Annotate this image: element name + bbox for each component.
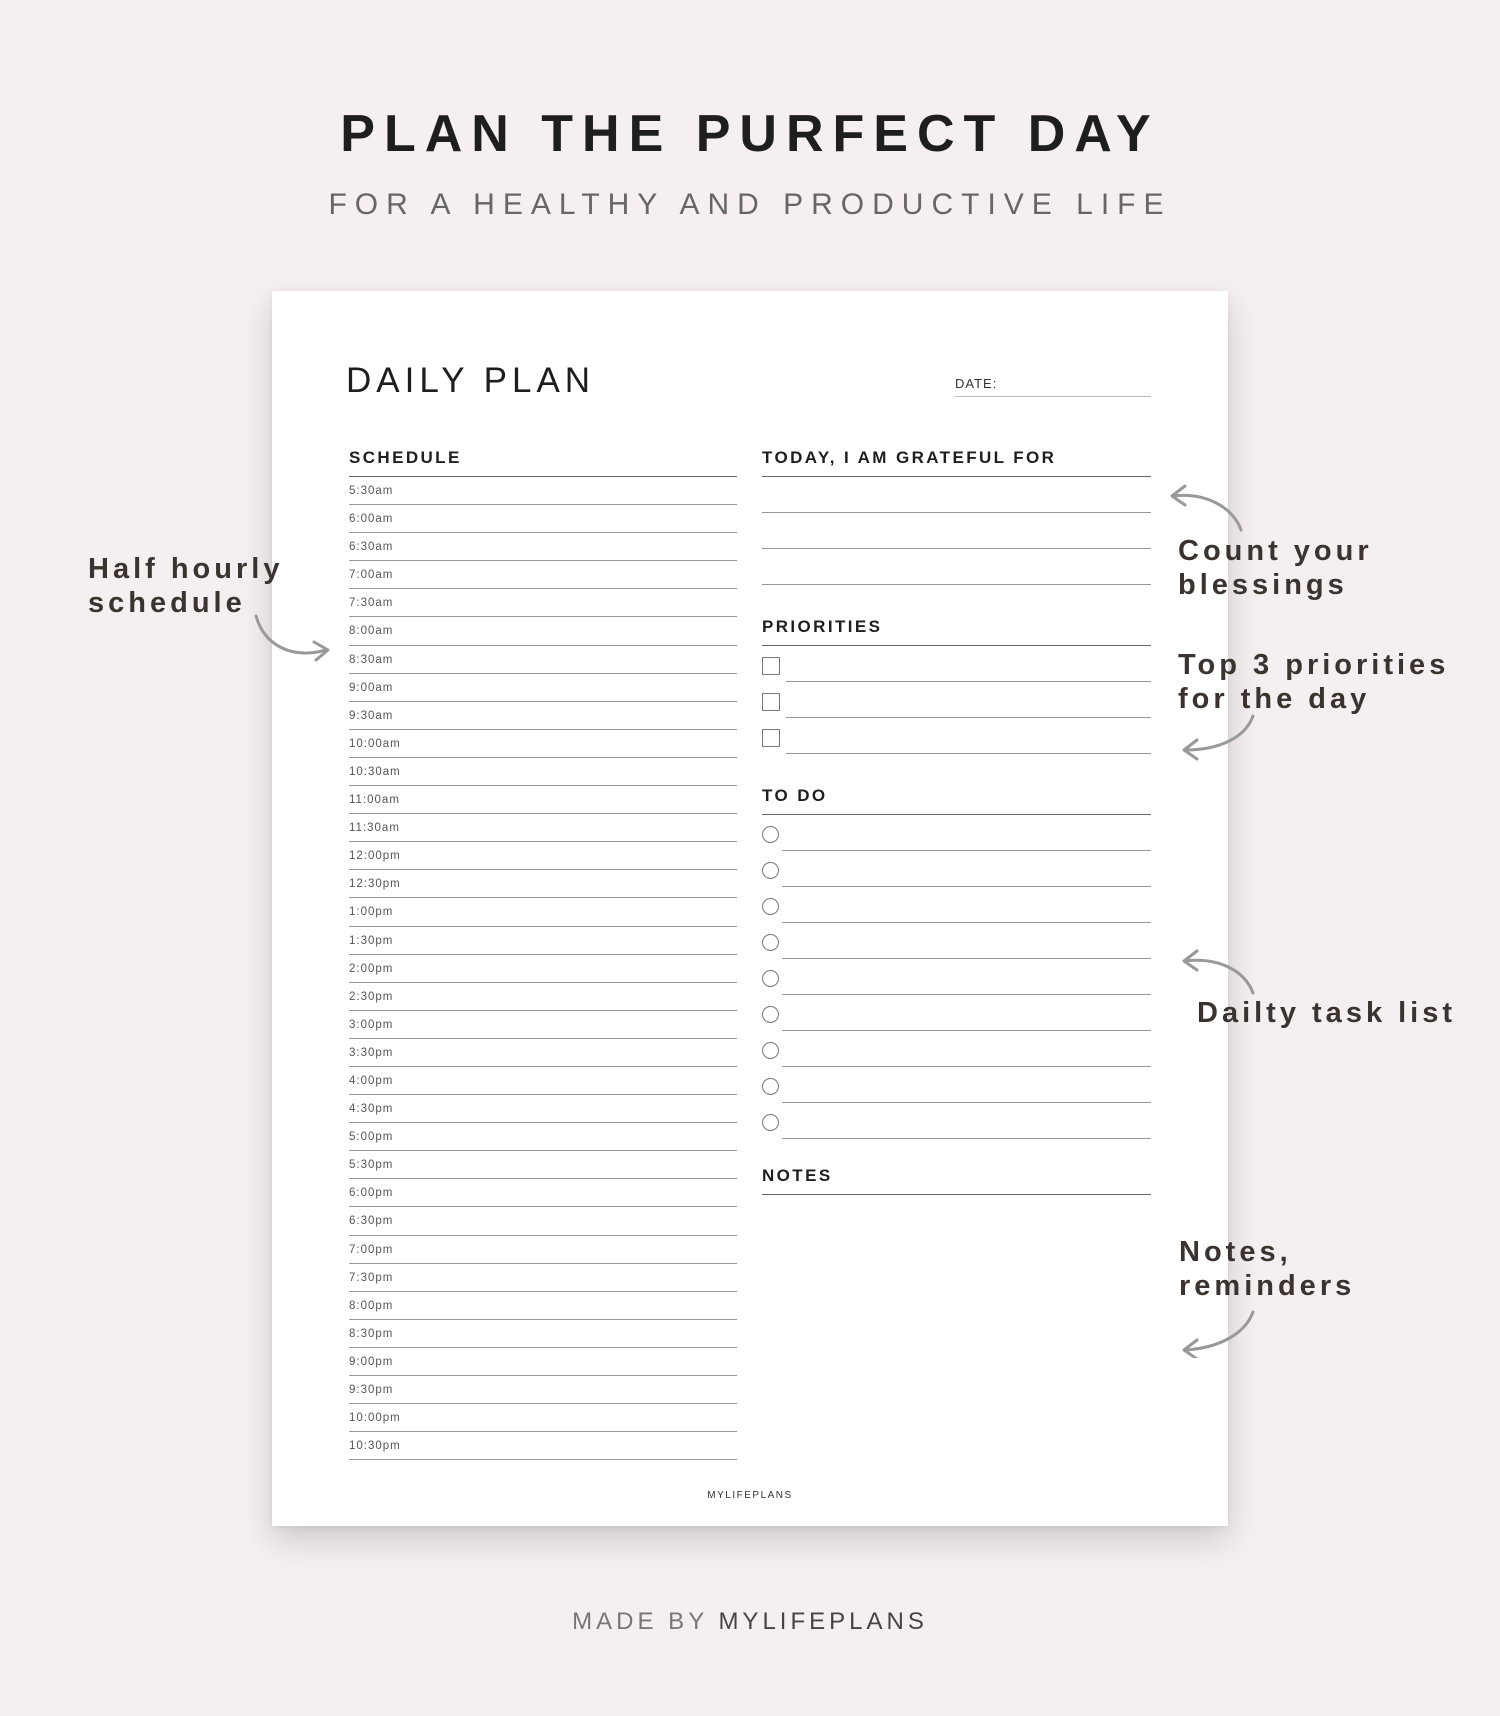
priority-item <box>762 646 1151 682</box>
schedule-slot[interactable]: 7:30pm <box>349 1264 737 1292</box>
schedule-slot[interactable]: 5:00pm <box>349 1123 737 1151</box>
schedule-slot[interactable]: 8:00am <box>349 617 737 645</box>
todo-line[interactable] <box>782 1138 1151 1139</box>
circle-checkbox-icon[interactable] <box>762 862 779 879</box>
schedule-slot[interactable]: 6:00pm <box>349 1179 737 1207</box>
arrow-icon <box>1175 712 1255 762</box>
annotation-line: reminders <box>1179 1270 1356 1302</box>
priorities-heading: PRIORITIES <box>762 617 1151 646</box>
schedule-slot[interactable]: 4:30pm <box>349 1095 737 1123</box>
todo-item <box>762 1103 1151 1139</box>
schedule-slot[interactable]: 6:30pm <box>349 1207 737 1235</box>
todo-item <box>762 959 1151 995</box>
schedule-slot[interactable]: 9:00am <box>349 674 737 702</box>
arrow-icon <box>1175 1308 1255 1358</box>
circle-checkbox-icon[interactable] <box>762 934 779 951</box>
sheet-title: DAILY PLAN <box>346 361 596 400</box>
priority-line[interactable] <box>786 753 1151 754</box>
schedule-slot[interactable]: 10:30am <box>349 758 737 786</box>
footer-brand: MYLIFEPLANS <box>718 1608 928 1635</box>
schedule-slot[interactable]: 3:00pm <box>349 1011 737 1039</box>
footer-made-by: MADE BY <box>572 1608 708 1635</box>
schedule-slot[interactable]: 4:00pm <box>349 1067 737 1095</box>
schedule-slot[interactable]: 8:30am <box>349 646 737 674</box>
priorities-section <box>762 617 1151 754</box>
circle-checkbox-icon[interactable] <box>762 1006 779 1023</box>
arrow-icon <box>1163 480 1243 535</box>
schedule-slot[interactable]: 2:30pm <box>349 983 737 1011</box>
todo-item <box>762 923 1151 959</box>
arrow-icon <box>250 612 335 672</box>
schedule-slot[interactable]: 9:30am <box>349 702 737 730</box>
grateful-heading: TODAY, I AM GRATEFUL FOR <box>762 448 1151 477</box>
circle-checkbox-icon[interactable] <box>762 1078 779 1095</box>
date-field[interactable] <box>955 375 1151 397</box>
notes-section <box>762 1166 1151 1195</box>
annotation-line: Dailty task list <box>1197 997 1457 1029</box>
todo-item <box>762 1067 1151 1103</box>
schedule-slot[interactable]: 2:00pm <box>349 955 737 983</box>
todo-item <box>762 995 1151 1031</box>
schedule-slot[interactable]: 1:00pm <box>349 898 737 926</box>
todo-item <box>762 851 1151 887</box>
todo-item <box>762 887 1151 923</box>
checkbox-icon[interactable] <box>762 693 780 711</box>
schedule-slot[interactable]: 5:30am <box>349 477 737 505</box>
annotation-notes <box>1179 1235 1355 1303</box>
page-title: PLAN THE PURFECT DAY <box>340 105 1160 163</box>
checkbox-icon[interactable] <box>762 657 780 675</box>
priority-item <box>762 718 1151 754</box>
circle-checkbox-icon[interactable] <box>762 898 779 915</box>
schedule-list <box>349 477 737 1460</box>
schedule-slot[interactable]: 5:30pm <box>349 1151 737 1179</box>
grateful-line[interactable] <box>762 549 1151 585</box>
checkbox-icon[interactable] <box>762 729 780 747</box>
arrow-icon <box>1175 943 1255 998</box>
daily-plan-sheet <box>272 291 1228 1526</box>
annotation-half-hourly <box>88 552 283 620</box>
todo-item <box>762 815 1151 851</box>
annotation-line: schedule <box>88 587 246 619</box>
schedule-slot[interactable]: 7:30am <box>349 589 737 617</box>
annotation-line: blessings <box>1178 569 1348 601</box>
page-subtitle: FOR A HEALTHY AND PRODUCTIVE LIFE <box>328 188 1172 221</box>
schedule-slot[interactable]: 9:30pm <box>349 1376 737 1404</box>
schedule-slot[interactable]: 11:00am <box>349 786 737 814</box>
notes-heading: NOTES <box>762 1166 1151 1195</box>
schedule-slot[interactable]: 12:00pm <box>349 842 737 870</box>
todo-item <box>762 1031 1151 1067</box>
todo-list <box>762 815 1151 1139</box>
annotation-tasks <box>1197 996 1456 1030</box>
schedule-slot[interactable]: 9:00pm <box>349 1348 737 1376</box>
schedule-slot[interactable]: 10:30pm <box>349 1432 737 1460</box>
date-label: DATE: <box>955 376 998 391</box>
annotation-line: Count your <box>1178 535 1373 567</box>
annotation-blessings <box>1178 534 1373 602</box>
sheet-brand: MYLIFEPLANS <box>707 1490 793 1501</box>
annotation-line: Half hourly <box>88 553 284 585</box>
circle-checkbox-icon[interactable] <box>762 1114 779 1131</box>
schedule-slot[interactable]: 10:00pm <box>349 1404 737 1432</box>
annotation-line: Top 3 priorities <box>1178 649 1450 681</box>
footer <box>0 1608 1500 1636</box>
todo-section <box>762 786 1151 1139</box>
schedule-slot[interactable]: 7:00am <box>349 561 737 589</box>
priority-item <box>762 682 1151 718</box>
grateful-line[interactable] <box>762 513 1151 549</box>
schedule-heading: SCHEDULE <box>349 448 737 477</box>
schedule-slot[interactable]: 7:00pm <box>349 1236 737 1264</box>
schedule-slot[interactable]: 8:00pm <box>349 1292 737 1320</box>
schedule-slot[interactable]: 1:30pm <box>349 927 737 955</box>
schedule-slot[interactable]: 11:30am <box>349 814 737 842</box>
schedule-slot[interactable]: 6:00am <box>349 505 737 533</box>
circle-checkbox-icon[interactable] <box>762 970 779 987</box>
grateful-line[interactable] <box>762 477 1151 513</box>
grateful-section <box>762 448 1151 585</box>
annotation-priorities <box>1178 648 1449 716</box>
schedule-slot[interactable]: 8:30pm <box>349 1320 737 1348</box>
schedule-slot[interactable]: 10:00am <box>349 730 737 758</box>
grateful-lines <box>762 477 1151 585</box>
schedule-section <box>349 448 737 1460</box>
circle-checkbox-icon[interactable] <box>762 826 779 843</box>
schedule-slot[interactable]: 6:30am <box>349 533 737 561</box>
schedule-slot[interactable]: 12:30pm <box>349 870 737 898</box>
todo-heading: TO DO <box>762 786 1151 815</box>
annotation-line: for the day <box>1178 683 1371 715</box>
priorities-list <box>762 646 1151 754</box>
circle-checkbox-icon[interactable] <box>762 1042 779 1059</box>
schedule-slot[interactable]: 3:30pm <box>349 1039 737 1067</box>
annotation-line: Notes, <box>1179 1236 1292 1268</box>
